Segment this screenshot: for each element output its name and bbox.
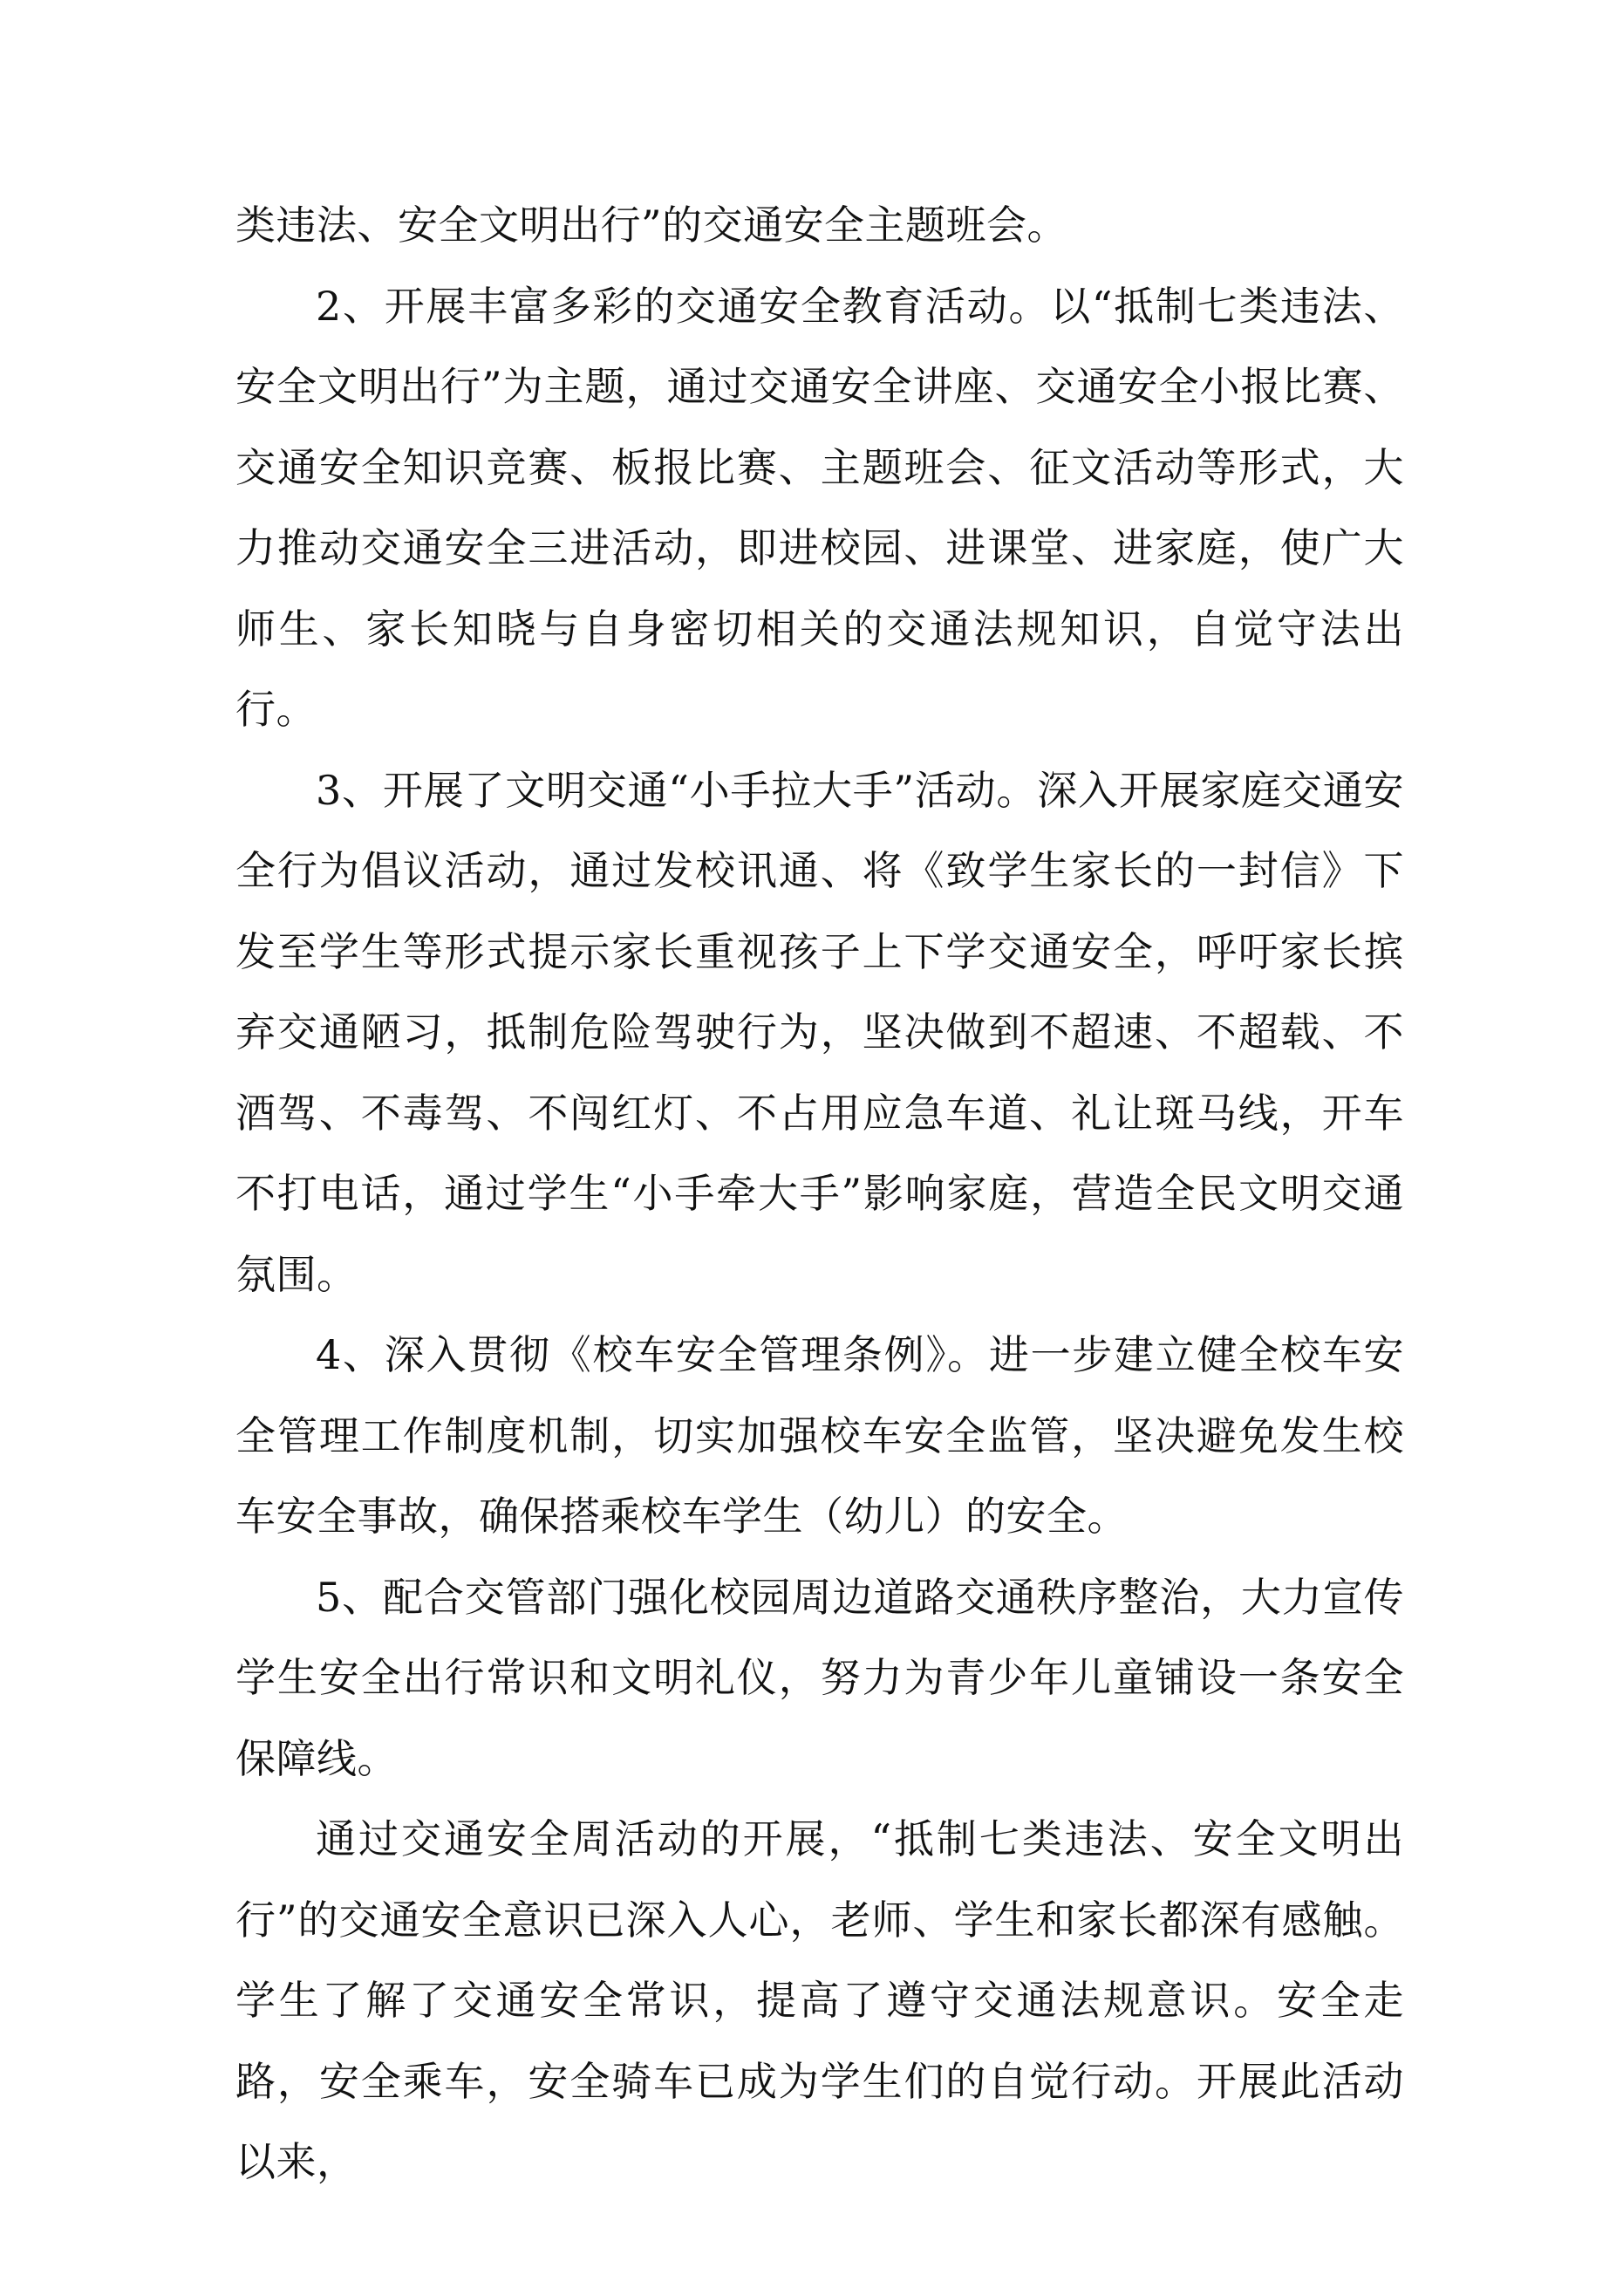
paragraph-4: 4、深入贯彻《校车安全管理条例》。进一步建立健全校车安全管理工作制度机制，切实加强校车安全监管，坚决避免发生校车安全事故，确保搭乘校车学生（幼儿）的安全。 [235,1331,1404,1540]
paragraph-2: 2、开展丰富多彩的交通安全教育活动。以“抵制七类违法、安全文明出行”为主题，通过交通安全讲座、交通安全小报比赛、交通安全知识竞赛、板报比赛、主题班会、征文活动等形式，大力推动交通安全三进活动，即进校园、进课堂、进家庭，使广大师生、家长知晓与自身密切相关的交通法规知识，自觉守法出行。 [235,282,1404,733]
paragraph-5: 5、配合交管部门强化校园周边道路交通秩序整治，大力宣传学生安全出行常识和文明礼仪，努力为青少年儿童铺设一条安全保障线。 [235,1573,1404,1782]
paragraph-1: 类违法、安全文明出行”的交通安全主题班会。 [235,202,1068,249]
paragraph-6: 通过交通安全周活动的开展，“抵制七类违法、安全文明出行”的交通安全意识已深入人心，老师、学生和家长都深有感触。学生了解了交通安全常识，提高了遵守交通法规意识。安全走路，安全乘车，安全骑车已成为学生们的自觉行动。开展此活动以来， [235,1815,1404,2185]
document-body [235,185,1404,2203]
paragraph-3: 3、开展了文明交通“小手拉大手”活动。深入开展家庭交通安全行为倡议活动，通过发校讯通、将《致学生家长的一封信》下发至学生等形式提示家长重视孩子上下学交通安全，呼吁家长摈弃交通陋习，抵制危险驾驶行为，坚决做到不超速、不超载、不酒驾、不毒驾、不闯红灯、不占用应急车道、礼让斑马线，开车不打电话，通过学生“小手牵大手”影响家庭，营造全民文明交通氛围。 [235,766,1404,1298]
